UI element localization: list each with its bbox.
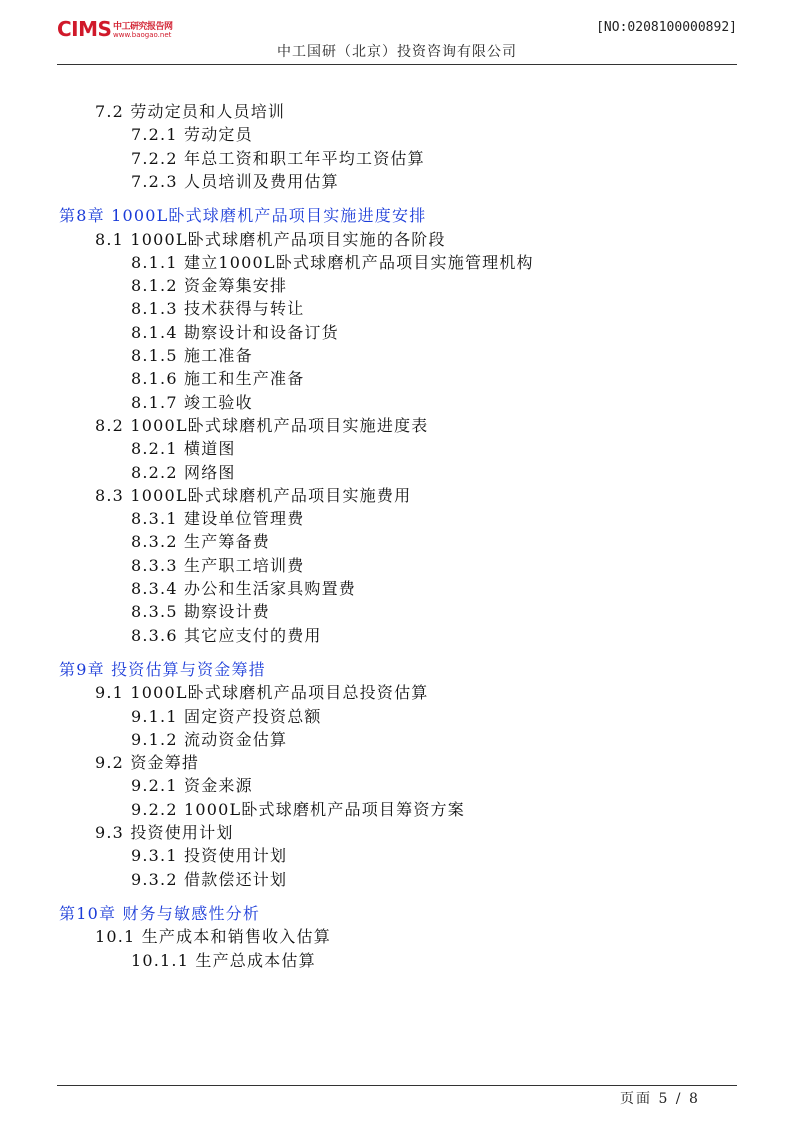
logo-url: www.baogao.net bbox=[113, 31, 172, 39]
toc-subsection-item: 8.1.4 勘察设计和设备订货 bbox=[131, 322, 339, 342]
toc-section-item: 7.2 劳动定员和人员培训 bbox=[95, 102, 286, 121]
report-number: [NO:0208100000892] bbox=[596, 20, 737, 35]
toc-section-item: 9.3 投资使用计划 bbox=[95, 823, 234, 842]
header-divider bbox=[57, 64, 737, 65]
logo-chinese-name: 中工研究报告网 bbox=[113, 22, 173, 32]
toc-subsection-item: 9.2.2 1000L卧式球磨机产品项目筹资方案 bbox=[131, 799, 465, 819]
toc-subsection-item: 8.1.7 竣工验收 bbox=[131, 392, 253, 412]
toc-subsection-item: 8.3.6 其它应支付的费用 bbox=[131, 625, 322, 645]
toc-subsection-item: 8.3.2 生产筹备费 bbox=[131, 532, 270, 552]
toc-subsection-item: 8.1.2 资金筹集安排 bbox=[131, 276, 288, 296]
footer-divider bbox=[57, 1085, 737, 1086]
company-name: 中工国研（北京）投资咨询有限公司 bbox=[277, 44, 517, 60]
toc-subsection-item: 9.1.1 固定资产投资总额 bbox=[131, 706, 322, 726]
page-number: 页面 5 / 8 bbox=[620, 1091, 700, 1107]
toc-subsection-item: 9.3.2 借款偿还计划 bbox=[131, 869, 288, 889]
toc-section-item: 9.2 资金筹措 bbox=[95, 753, 200, 773]
logo-text: CIMS bbox=[57, 17, 112, 41]
toc-subsection-item: 8.3.3 生产职工培训费 bbox=[131, 555, 305, 575]
toc-subsection-item: 8.1.5 施工准备 bbox=[131, 346, 253, 365]
toc-subsection-item: 9.1.2 流动资金估算 bbox=[131, 729, 288, 749]
toc-subsection-item: 8.1.1 建立1000L卧式球磨机产品项目实施管理机构 bbox=[131, 252, 534, 272]
page-header bbox=[57, 14, 737, 66]
toc-subsection-item: 8.1.6 施工和生产准备 bbox=[131, 369, 305, 389]
toc-subsection-item: 8.2.2 网络图 bbox=[131, 462, 236, 482]
toc-section-item: 8.1 1000L卧式球磨机产品项目实施的各阶段 bbox=[95, 229, 446, 249]
toc-chapter-link[interactable]: 第8章 1000L卧式球磨机产品项目实施进度安排 bbox=[59, 206, 427, 226]
toc-section-item: 9.1 1000L卧式球磨机产品项目总投资估算 bbox=[95, 683, 429, 703]
toc-subsection-item: 8.3.1 建设单位管理费 bbox=[131, 509, 305, 529]
toc-subsection-item: 7.2.1 劳动定员 bbox=[131, 125, 253, 145]
toc-subsection-item: 8.3.4 办公和生活家具购置费 bbox=[131, 579, 356, 598]
toc-subsection-item: 10.1.1 生产总成本估算 bbox=[131, 950, 316, 970]
toc-subsection-item: 8.2.1 横道图 bbox=[131, 439, 236, 459]
toc-section-item: 8.3 1000L卧式球磨机产品项目实施费用 bbox=[95, 485, 412, 505]
toc-section-item: 8.2 1000L卧式球磨机产品项目实施进度表 bbox=[95, 415, 429, 435]
toc-subsection-item: 9.3.1 投资使用计划 bbox=[131, 846, 288, 866]
toc-subsection-item: 7.2.3 人员培训及费用估算 bbox=[131, 171, 339, 191]
toc-section-item: 10.1 生产成本和销售收入估算 bbox=[95, 927, 331, 947]
toc-chapter-link[interactable]: 第9章 投资估算与资金筹措 bbox=[59, 659, 266, 679]
toc-chapter-link[interactable]: 第10章 财务与敏感性分析 bbox=[59, 903, 261, 923]
toc-subsection-item: 8.1.3 技术获得与转让 bbox=[131, 299, 305, 319]
toc-subsection-item: 9.2.1 资金来源 bbox=[131, 776, 253, 796]
toc-subsection-item: 7.2.2 年总工资和职工年平均工资估算 bbox=[131, 148, 425, 168]
toc-subsection-item: 8.3.5 勘察设计费 bbox=[131, 602, 270, 622]
